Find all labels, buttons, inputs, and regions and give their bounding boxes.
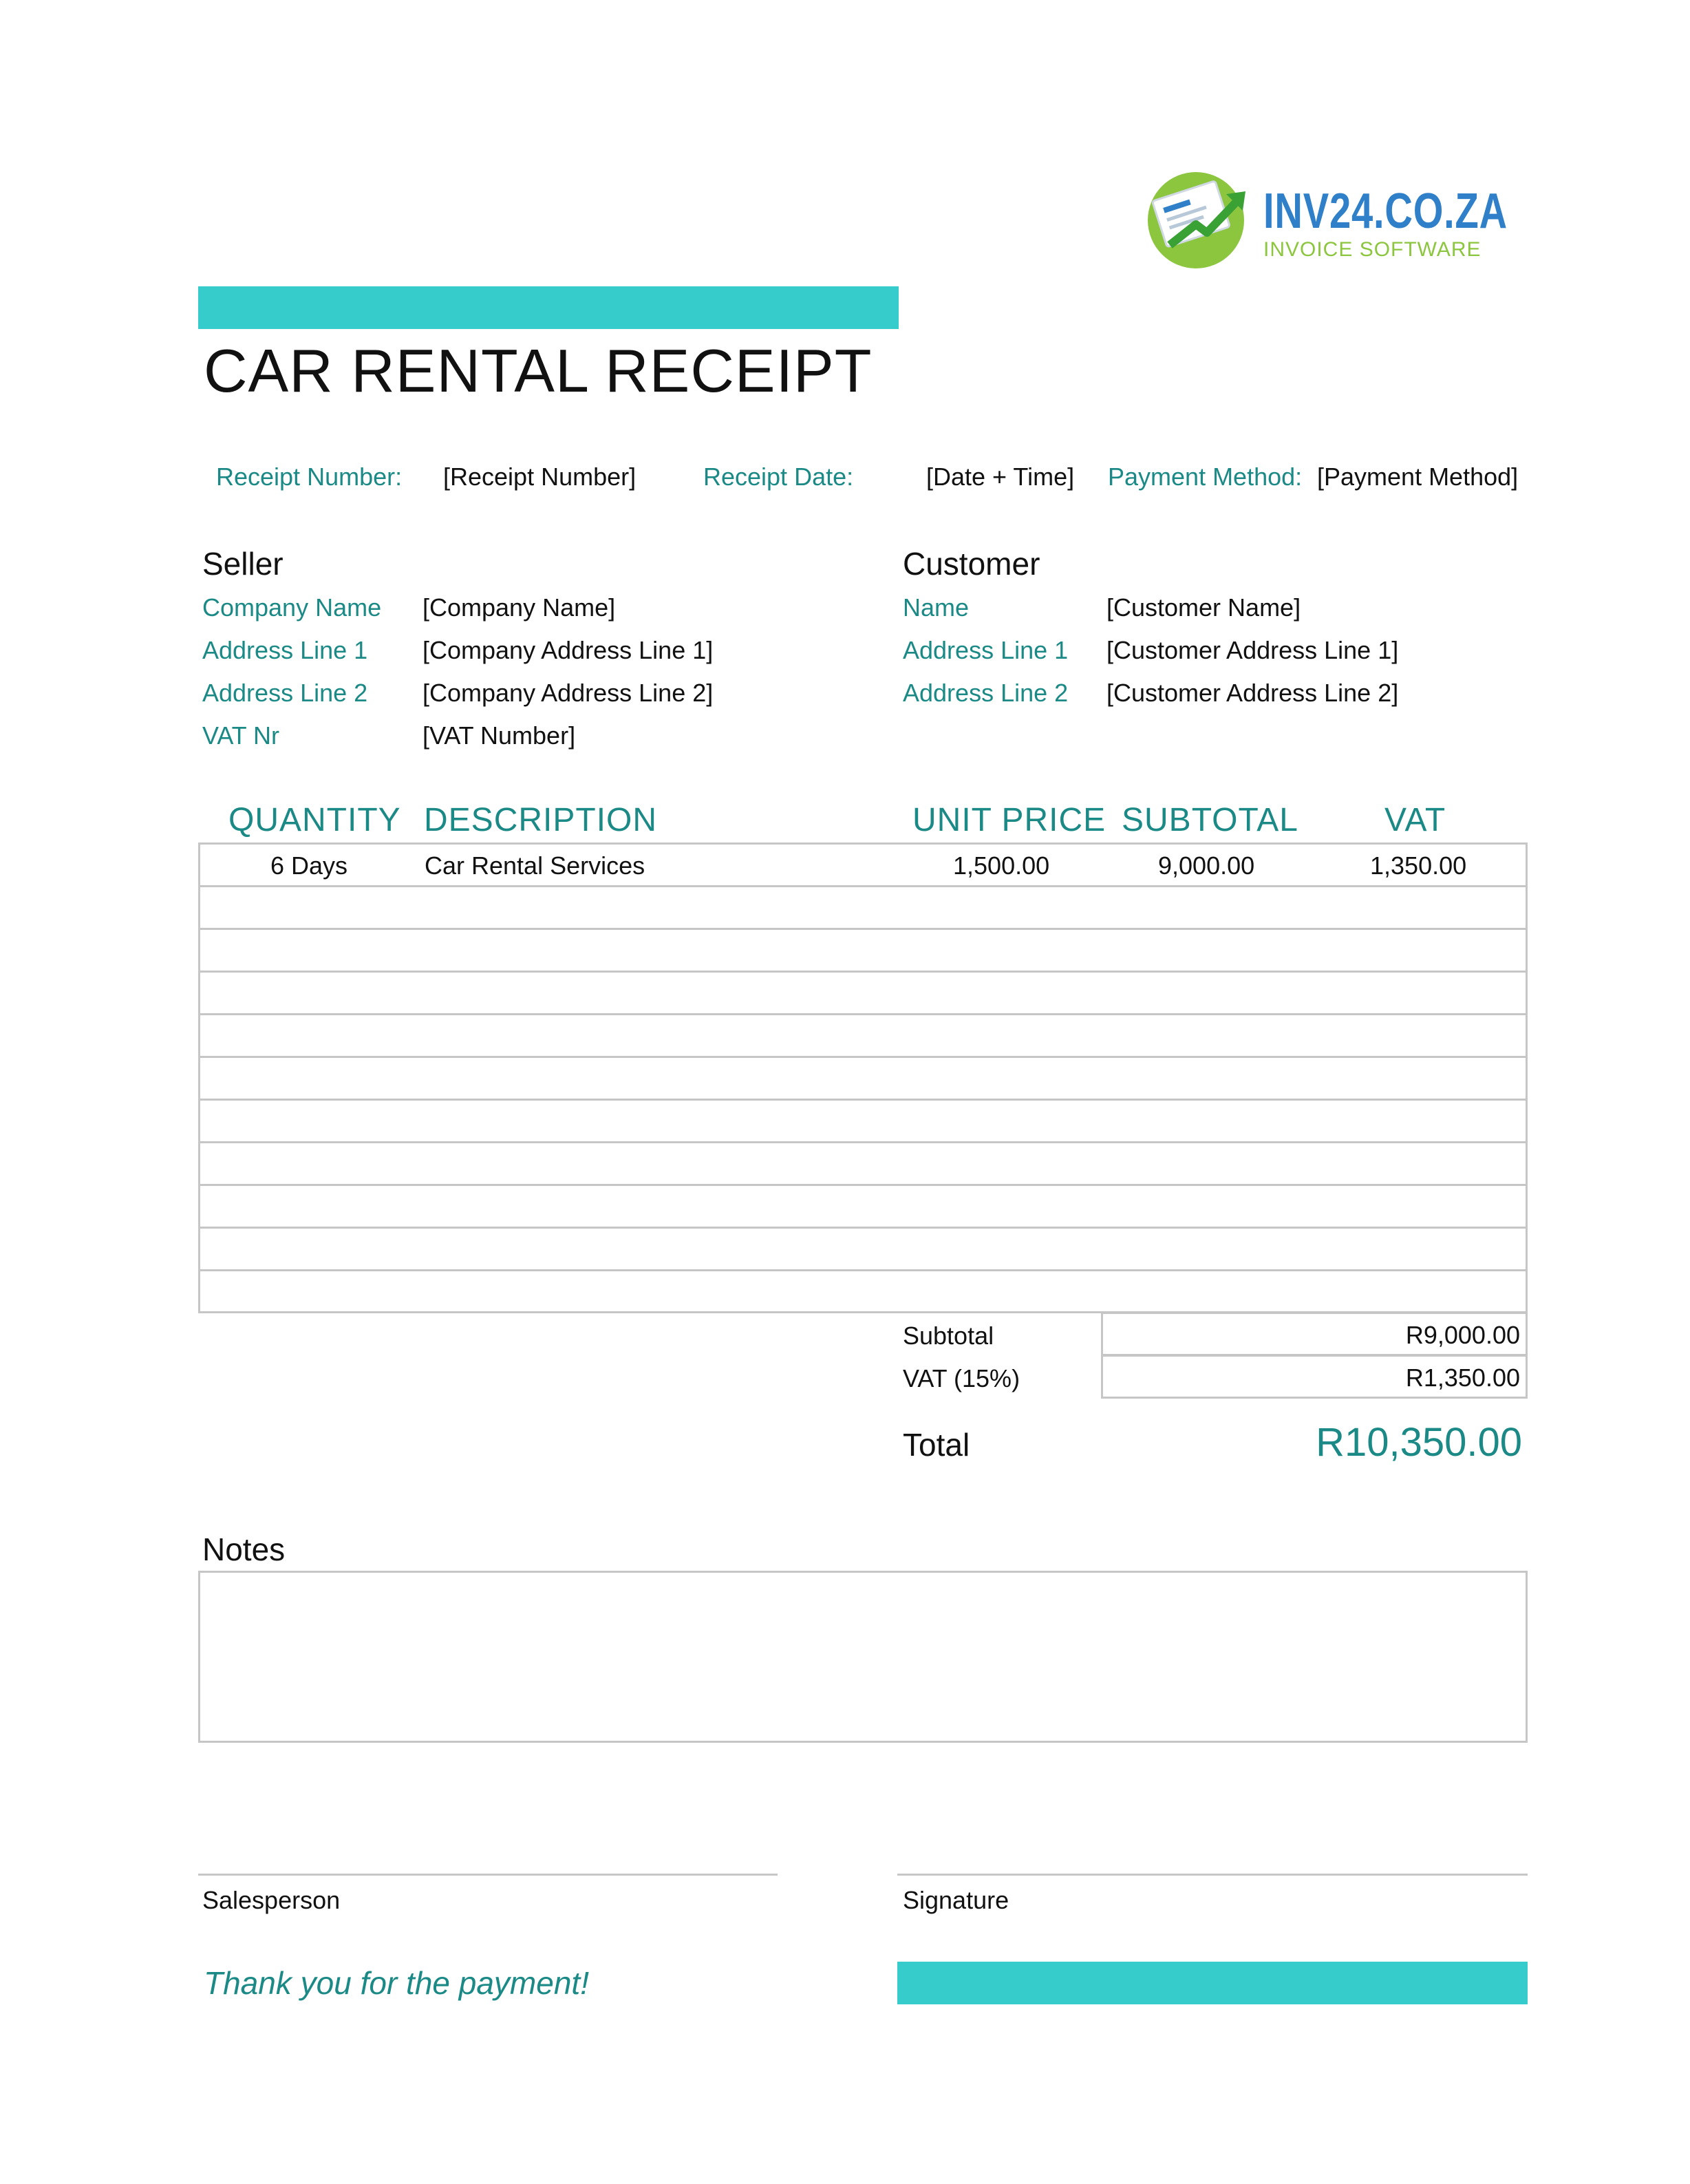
customer-address1-value: [Customer Address Line 1]: [1106, 636, 1399, 664]
column-header-unit-price: UNIT PRICE: [912, 802, 1106, 838]
subtotal-label: Subtotal: [903, 1322, 994, 1350]
seller-address2-value: [Company Address Line 2]: [422, 679, 714, 707]
table-row-empty: [200, 1229, 1526, 1271]
column-header-quantity: QUANTITY: [228, 802, 401, 838]
row-unit-price: 1,500.00: [953, 851, 1050, 880]
notes-heading: Notes: [202, 1531, 286, 1567]
payment-method-label: Payment Method:: [1108, 463, 1303, 491]
document-title: CAR RENTAL RECEIPT: [204, 337, 873, 405]
seller-vat-value: [VAT Number]: [422, 721, 576, 750]
seller-address1-label: Address Line 1: [202, 636, 368, 664]
signature-line: [897, 1874, 1528, 1876]
seller-address1-value: [Company Address Line 1]: [422, 636, 714, 664]
footer-accent-bar: [897, 1962, 1528, 2004]
column-header-vat: VAT: [1384, 802, 1446, 838]
seller-vat-label: VAT Nr: [202, 721, 280, 750]
payment-method-value: [Payment Method]: [1317, 463, 1519, 491]
customer-address2-label: Address Line 2: [903, 679, 1069, 707]
customer-heading: Customer: [903, 546, 1040, 582]
thank-you-message: Thank you for the payment!: [204, 1965, 589, 2001]
table-row-empty: [200, 887, 1526, 930]
table-row-empty: [200, 1015, 1526, 1058]
salesperson-label: Salesperson: [202, 1886, 341, 1914]
column-header-description: DESCRIPTION: [424, 802, 658, 838]
column-header-subtotal: SUBTOTAL: [1122, 802, 1298, 838]
table-row: [200, 845, 1526, 887]
row-subtotal: 9,000.00: [1158, 851, 1255, 880]
row-vat: 1,350.00: [1370, 851, 1467, 880]
receipt-number-value: [Receipt Number]: [443, 463, 637, 491]
table-row-empty: [200, 1271, 1526, 1314]
customer-name-label: Name: [903, 593, 970, 622]
logo-tagline: INVOICE SOFTWARE: [1263, 238, 1482, 261]
vat-label: VAT (15%): [903, 1364, 1020, 1392]
receipt-number-label: Receipt Number:: [216, 463, 403, 491]
row-description: Car Rental Services: [425, 851, 645, 880]
seller-address2-label: Address Line 2: [202, 679, 368, 707]
customer-address1-label: Address Line 1: [903, 636, 1069, 664]
table-row-empty: [200, 930, 1526, 973]
subtotal-value: R9,000.00: [1405, 1321, 1520, 1349]
table-row-empty: [200, 973, 1526, 1015]
line-items-table: [198, 842, 1528, 1313]
seller-company-value: [Company Name]: [422, 593, 616, 622]
table-row-empty: [200, 1186, 1526, 1229]
vat-box: [1101, 1355, 1528, 1399]
logo-emblem-icon: [1142, 164, 1252, 274]
total-label: Total: [903, 1427, 970, 1463]
seller-heading: Seller: [202, 546, 284, 582]
row-quantity: 6 Days: [270, 851, 348, 880]
table-row-empty: [200, 1101, 1526, 1143]
subtotal-box: [1101, 1312, 1528, 1356]
signature-label: Signature: [903, 1886, 1009, 1914]
notes-box: [198, 1571, 1528, 1743]
header-accent-bar: [198, 286, 899, 329]
logo-wordmark: INV24.CO.ZA: [1263, 184, 1508, 239]
receipt-date-value: [Date + Time]: [926, 463, 1075, 491]
total-value: R10,350.00: [1316, 1420, 1522, 1465]
notes-text: [200, 1573, 1526, 1595]
seller-company-label: Company Name: [202, 593, 382, 622]
table-row-empty: [200, 1058, 1526, 1101]
receipt-date-label: Receipt Date:: [703, 463, 854, 491]
customer-name-value: [Customer Name]: [1106, 593, 1301, 622]
vat-value: R1,350.00: [1405, 1364, 1520, 1392]
table-row-empty: [200, 1143, 1526, 1186]
customer-address2-value: [Customer Address Line 2]: [1106, 679, 1399, 707]
salesperson-line: [198, 1874, 778, 1876]
